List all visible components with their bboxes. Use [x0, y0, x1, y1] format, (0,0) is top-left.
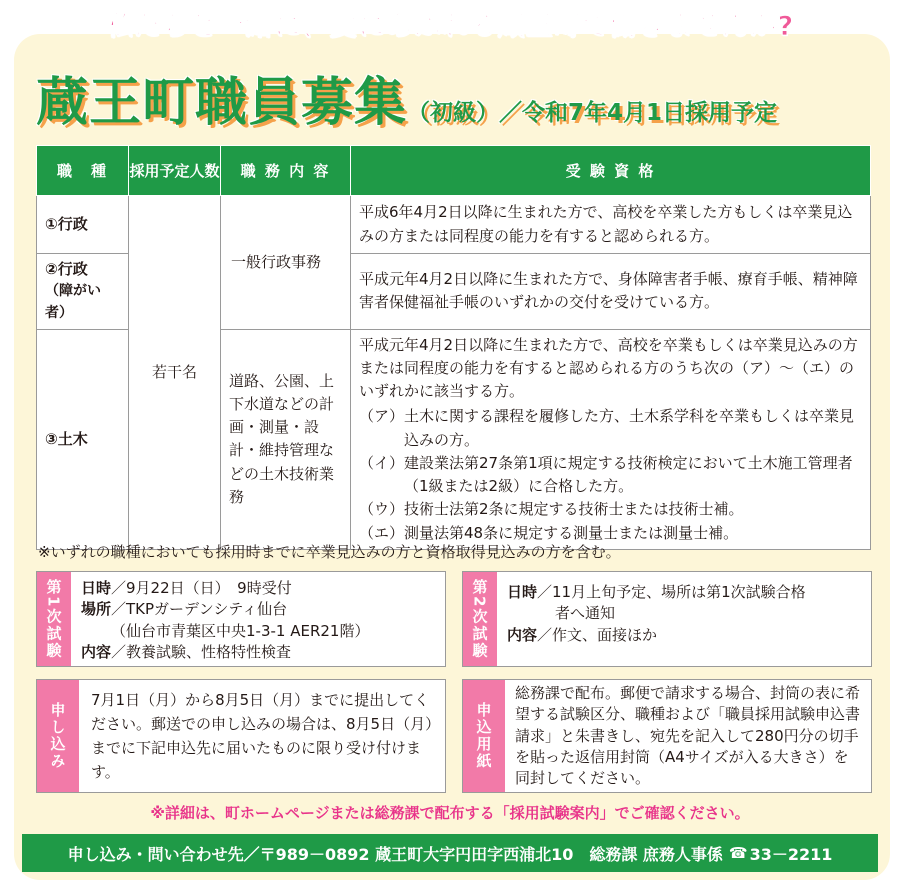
item-mark: （イ）: [359, 453, 405, 472]
exam2-date-key: 日時: [507, 583, 538, 601]
header-job: 職 種: [37, 146, 129, 196]
exam1-content-key: 内容: [81, 642, 112, 661]
exam2-label: 第2次試験: [463, 572, 497, 666]
footnote: ※いずれの職種においても採用時までに卒業見込みの方と資格取得見込みの方を含む。: [38, 543, 621, 561]
list-item: [359, 498, 862, 521]
apply-text: 7月1日（月）から8月5日（月）までに提出してください。郵送での申し込みの場合は、8月5日（月）までに下記申込先に届いたものに限り受け付けます。: [91, 691, 433, 781]
job-name: ③土木: [37, 329, 129, 549]
exam2-content: [497, 572, 816, 666]
form-box: [462, 679, 872, 793]
detail-note: ※詳細は、町ホームページまたは総務課で配布する「採用試験案内」でご確認ください。: [150, 804, 750, 822]
exam1-content-val: ／教養試験、性格特性検査: [111, 642, 292, 661]
duty-general: 一般行政事務: [221, 196, 351, 330]
qualification-text: 平成6年4月2日以降に生まれた方で、高校を卒業した方もしくは卒業見込みの方または同程度の能力を有すると認められる方。: [351, 196, 871, 254]
item-text: 技術士法第2条に規定する技術士または技術士補。: [404, 500, 744, 519]
title-sub: ／令和7年4月1日採用予定: [499, 100, 778, 126]
qualification-text: 平成元年4月2日以降に生まれた方で、高校を卒業もしくは卒業見込みの方または同程度の能力を有すると認められる方のうち次の（ア）～（エ）のいずれかに該当する方。: [359, 335, 858, 401]
item-mark: （エ）: [359, 523, 405, 542]
exam1-box: [36, 571, 446, 667]
exam1-content: [71, 572, 379, 666]
title-main: 蔵王町職員募集: [36, 73, 408, 133]
header-qualification: 受 験 資 格: [351, 146, 871, 196]
exam1-date: ／9月22日（日） 9時受付: [111, 579, 292, 597]
page-title: [36, 60, 777, 135]
form-text: 総務課で配布。郵便で請求する場合、封筒の表に希望する試験区分、職種および「職員採用試験申込書請求」と朱書きし、宛先を記入して280円分の切手を貼った返信用封筒（A4サイズが入る大きさ）を同封してください。: [515, 684, 861, 788]
header-duty: 職 務 内 容: [221, 146, 351, 196]
item-text: 測量法第48条に規定する測量士または測量士補。: [404, 523, 739, 542]
item-text: 土木に関する課程を履修した方、土木系学科を卒業もしくは卒業見込みの方。: [404, 407, 855, 449]
table-row: [37, 196, 871, 254]
contact-phone: 33－2211: [749, 844, 833, 864]
exam1-place: ／TKPガーデンシティ仙台: [111, 600, 288, 619]
contact-text: 申し込み・問い合わせ先／〒989－0892 蔵王町大字円田字西浦北10 総務課 庶務人事係: [67, 844, 723, 864]
form-label: 申込用紙: [463, 680, 505, 792]
exam2-content-key: 内容: [507, 625, 538, 644]
list-item: [359, 405, 862, 452]
recruitment-table: [36, 145, 871, 550]
item-mark: （ウ）: [359, 500, 405, 519]
condition-list: [359, 405, 862, 545]
qualification-text: 平成元年4月2日以降に生まれた方で、身体障害者手帳、療育手帳、精神障害者保健福祉手帳のいずれかの交付を受けている方。: [351, 254, 871, 330]
exam1-date-key: 日時: [81, 579, 112, 597]
exam1-label: 第1次試験: [37, 572, 71, 666]
exam2-date: ／11月上旬予定、場所は第1次試験合格: [537, 583, 806, 601]
apply-box: [36, 679, 446, 793]
exam1-address: （仙台市青葉区中央1-3-1 AER21階）: [111, 621, 370, 640]
list-item: [359, 452, 862, 499]
exam2-box: [462, 571, 872, 667]
item-mark: （ア）: [359, 407, 405, 426]
job-name-line1: ②行政: [45, 260, 88, 278]
exam2-content-val: ／作文、面接ほか: [537, 625, 658, 644]
contact-footer: [22, 834, 878, 872]
table-header-row: [37, 146, 871, 196]
item-text: 建設業法第27条第1項に規定する技術検定において土木施工管理者（1級または2級）に合格した方。: [404, 453, 853, 496]
qualification-cell: [351, 329, 871, 549]
phone-icon: ☎: [728, 844, 748, 862]
job-name: [37, 254, 129, 330]
title-level: （初級）: [407, 100, 500, 126]
job-name: ①行政: [37, 196, 129, 254]
apply-label: 申し込み: [37, 680, 79, 792]
tagline: 私たちと一緒に、愛にあふれる蔵王町で働きませんか?: [105, 11, 795, 42]
exam1-place-key: 場所: [81, 600, 112, 619]
job-name-line2: （障がい者）: [45, 283, 101, 321]
header-headcount: 採用予定人数: [129, 146, 221, 196]
duty-civil: 道路、公園、上下水道などの計画・測量・設計・維持管理などの土木技術業務: [221, 329, 351, 549]
headcount-cell: 若干名: [129, 196, 221, 550]
exam2-date-cont: 者へ通知: [555, 604, 616, 623]
